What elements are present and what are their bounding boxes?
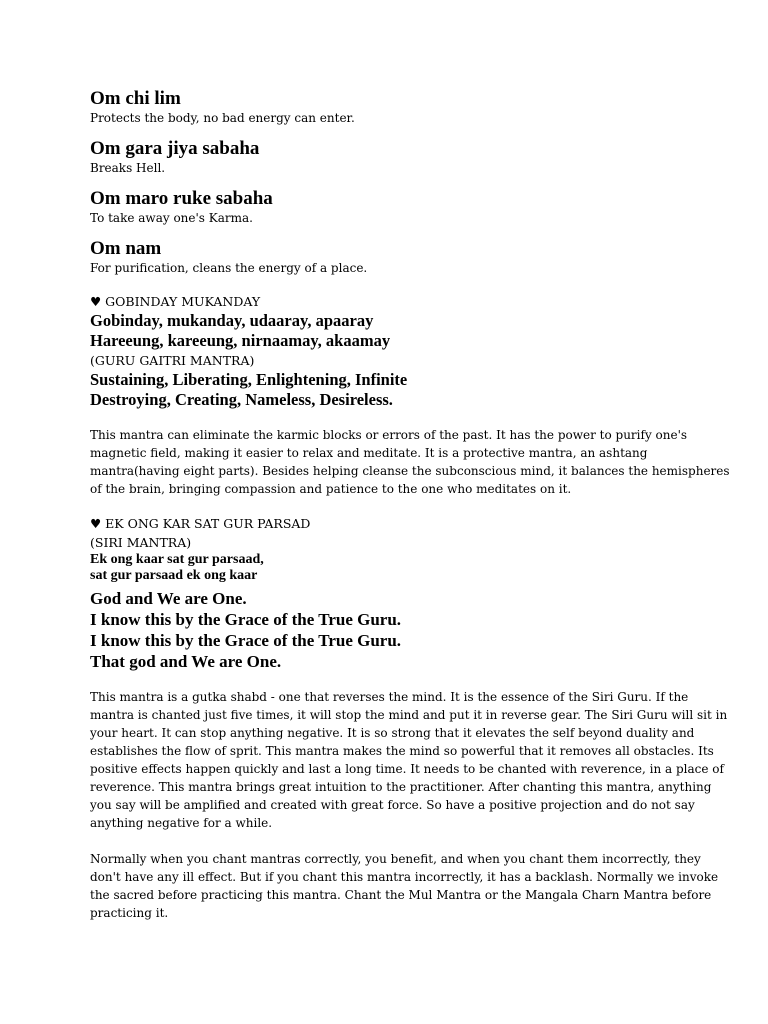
mantra-description: Breaks Hell.	[90, 161, 166, 175]
mantra-description: Protects the body, no bad energy can enter.	[90, 111, 355, 125]
mantra-description: For purification, cleans the energy of a place.	[90, 261, 368, 275]
translation-line: Sustaining, Liberating, Enlightening, Infinite	[90, 370, 408, 389]
section-heading: ♥ EK ONG KAR SAT GUR PARSAD	[90, 516, 311, 531]
mantra-subtitle: (SIRI MANTRA)	[90, 535, 192, 550]
mantra-line: Ek ong kaar sat gur parsaad,	[90, 552, 264, 567]
ek-ong-kar-section	[90, 514, 730, 922]
translation-line: That god and We are One.	[90, 652, 282, 671]
mantra-entry	[90, 138, 730, 176]
description-paragraph: This mantra can eliminate the karmic blocks or errors of the past. It has the power to purify one's magnetic field, making it easier to relax and meditate. It is a protective mantra, an ashtang mantra(having eight parts). Besides helping cleanse the subconscious mind, it balances the hemispheres of the brain, bringing compassion and patience to the one who meditates on it.	[90, 428, 730, 496]
mantra-title: Om nam	[90, 238, 162, 259]
mantra-entry	[90, 88, 730, 126]
mantra-line: Gobinday, mukanday, udaaray, apaaray	[90, 311, 374, 330]
mantra-title: Om chi lim	[90, 88, 181, 109]
description-paragraph: Normally when you chant mantras correctly, you benefit, and when you chant them incorrectly, they don't have any ill effect. But if you chant this mantra incorrectly, it has a backlash. Normally we invoke the sacred before practicing this mantra. Chant the Mul Mantra or the Mangala Charn Mantra before practicing it.	[90, 852, 719, 920]
translation-line: I know this by the Grace of the True Guru.	[90, 631, 402, 650]
mantra-title: Om maro ruke sabaha	[90, 188, 273, 209]
mantra-title: Om gara jiya sabaha	[90, 138, 260, 159]
document-page	[90, 88, 730, 922]
description-paragraph: This mantra is a gutka shabd - one that reverses the mind. It is the essence of the Siri Guru. If the mantra is chanted just five times, it will stop the mind and put it in reverse gear. The Siri Guru will sit in your heart. It can stop anything negative. It is so strong that it elevates the self beyond duality and establishes the flow of sprit. This mantra makes the mind so powerful that it removes all obstacles. Its positive effects happen quickly and last a long time. It needs to be chanted with reverence, in a place of reverence. This mantra brings great intuition to the practitioner. After chanting this mantra, anything you say will be amplified and created with great force. So have a positive projection and do not say anything negative for a while.	[90, 690, 728, 830]
gobinday-section	[90, 292, 730, 498]
translation-line: God and We are One.	[90, 589, 247, 608]
translation-line: I know this by the Grace of the True Guru.	[90, 610, 402, 629]
translation-line: Destroying, Creating, Nameless, Desireless.	[90, 390, 393, 409]
section-heading: ♥ GOBINDAY MUKANDAY	[90, 294, 261, 309]
mantra-entry	[90, 188, 730, 226]
mantra-description: To take away one's Karma.	[90, 211, 253, 225]
mantra-subtitle: (GURU GAITRI MANTRA)	[90, 353, 255, 368]
mantra-line: Hareeung, kareeung, nirnaamay, akaamay	[90, 331, 391, 350]
mantra-line: sat gur parsaad ek ong kaar	[90, 568, 258, 583]
mantra-entry	[90, 238, 730, 276]
